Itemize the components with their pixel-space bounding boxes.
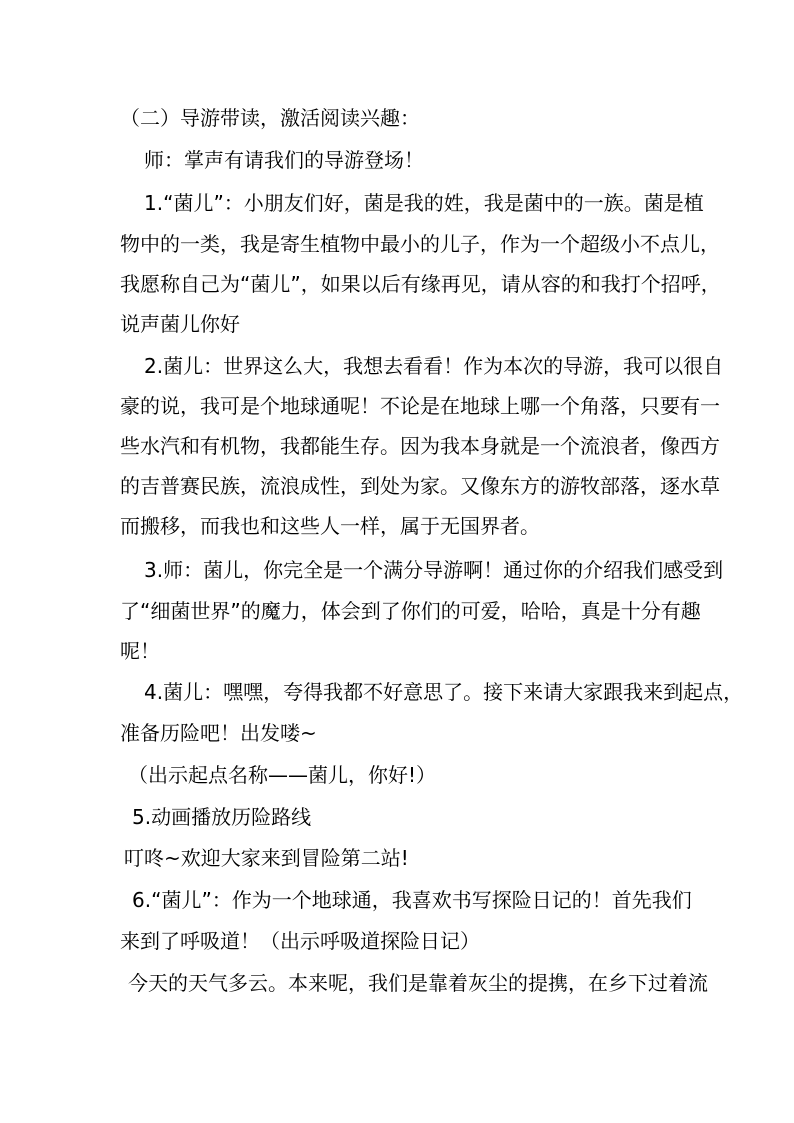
paragraph-line: 来到了呼吸道！（出示呼吸道探险日记） <box>120 929 480 953</box>
paragraph-line: 我愿称自己为“菌儿”，如果以后有缘再见，请从容的和我打个招呼， <box>120 272 721 296</box>
paragraph-line: 5.动画播放历险路线 <box>132 805 312 829</box>
paragraph-line: 了“细菌世界”的魔力，体会到了你们的可爱，哈哈，真是十分有趣 <box>120 599 701 623</box>
paragraph-line: 3.师：菌儿，你完全是一个满分导游啊！通过你的介绍我们感受到 <box>144 558 724 582</box>
paragraph-line: 今天的天气多云。本来呢，我们是靠着灰尘的提携，在乡下过着流 <box>128 971 708 995</box>
paragraph-6-cont <box>120 921 680 961</box>
paragraph-6 <box>132 880 692 920</box>
paragraph-line: 2.菌儿：世界这么大，我想去看看！作为本次的导游，我可以很自 <box>144 354 724 378</box>
paragraph-5 <box>132 797 692 837</box>
paragraph-line: 豪的说，我可是个地球通呢！不论是在地球上哪一个角落，只要有一 <box>120 394 720 418</box>
display-note-text: （出示起点名称——菌儿，你好!） <box>128 763 437 787</box>
paragraph-3-cont <box>120 591 701 671</box>
paragraph-line: 6.“菌儿”：作为一个地球通，我喜欢书写探险日记的！首先我们 <box>132 888 692 912</box>
paragraph-5-greeting <box>124 838 684 878</box>
paragraph-line: 叮咚~欢迎大家来到冒险第二站! <box>124 846 409 870</box>
paragraph-4-cont <box>120 713 680 753</box>
paragraph-1-cont <box>120 224 721 344</box>
paragraph-2 <box>144 346 724 386</box>
paragraph-line: 的吉普赛民族，流浪成性，到处为家。又像东方的游牧部落，逐水草 <box>120 474 720 498</box>
teacher-intro <box>144 140 704 180</box>
paragraph-7 <box>128 963 708 1003</box>
paragraph-3 <box>144 550 724 590</box>
section-heading-text: （二）导游带读，激活阅读兴趣： <box>120 106 420 130</box>
paragraph-4 <box>144 672 744 712</box>
paragraph-2-cont <box>120 386 720 546</box>
paragraph-line: 物中的一类，我是寄生植物中最小的儿子，作为一个超级小不点儿， <box>120 232 720 256</box>
paragraph-1 <box>144 183 704 223</box>
paragraph-line: 4.菌儿：嘿嘿，夸得我都不好意思了。接下来请大家跟我来到起点， <box>144 680 744 704</box>
section-heading <box>120 98 680 138</box>
paragraph-line: 说声菌儿你好 <box>120 312 240 336</box>
teacher-intro-text: 师：掌声有请我们的导游登场！ <box>144 148 424 172</box>
paragraph-line: 1.“菌儿”：小朋友们好，菌是我的姓，我是菌中的一族。菌是植 <box>144 191 704 215</box>
paragraph-line: 而搬移，而我也和这些人一样，属于无国界者。 <box>120 514 540 538</box>
paragraph-line: 些水汽和有机物，我都能生存。因为我本身就是一个流浪者，像西方 <box>120 434 720 458</box>
paragraph-line: 呢！ <box>120 639 160 663</box>
paragraph-line: 准备历险吧！出发喽~ <box>120 721 317 745</box>
display-note <box>128 755 688 795</box>
